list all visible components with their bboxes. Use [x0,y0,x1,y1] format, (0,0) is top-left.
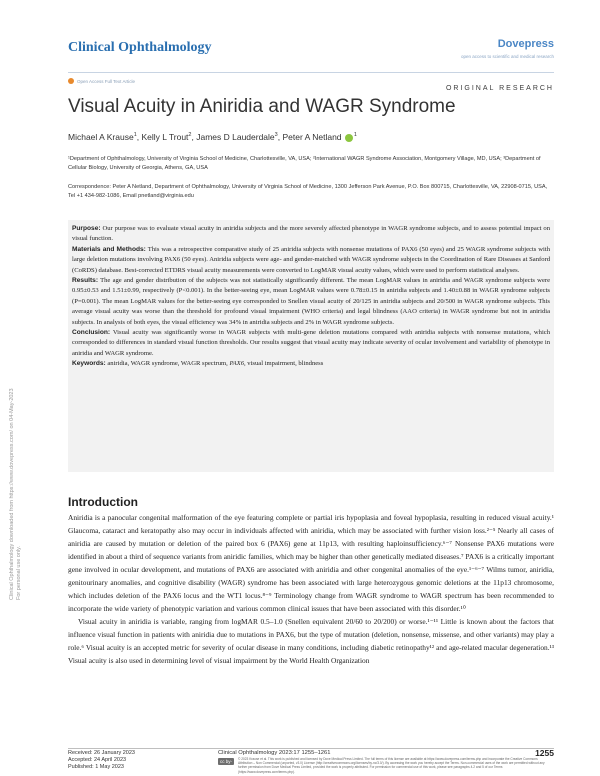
purpose-label: Purpose: [72,225,101,232]
cc-license-badge[interactable]: cc by-nc [219,759,232,771]
abstract [72,224,550,370]
author-name[interactable]: James D Lauderdale [196,132,275,142]
open-access-icon [68,78,74,84]
results-text: The age and gender distribution of the subjects was not statistically significantly different. The mean LogMAR values in aniridia and WAGR syndrome subjects were 0.95±0.53 and 1.51±0.99, respectively (P<0.001). In the better-seeing eye, mean LogMAR values were 0.78±0.15 in aniridia subjects and 1.40±0.88 in WAGR syndrome subjects (P=0.001). The mean LogMAR values for the better-seeing eye corresponded to Snellen visual acuity of 20/125 in aniridia subjects and 20/500 in WAGR syndrome subjects. This average visual acuity was worse than the threshold for profound visual impairment (WHO criteria) and legal blindness (AAO criteria) in WAGR syndrome but not in aniridia subjects. In analysis of both eyes, the visual efficiency was 34% in aniridia subjects and 2% in WAGR syndrome subjects. [72,277,550,326]
affiliations: ¹Department of Ophthalmology, University of Virginia School of Medicine, Charlottesville, VA, USA; ²International WAGR Syndrome Association, Montgomery Village, MD, USA; ³Department of Cellular Biology, University of Georgia, Athens, GA, USA [68,156,541,171]
download-note [9,180,22,600]
published-date: Published: 1 May 2023 [68,763,124,770]
author-name[interactable]: Kelly L Trout [141,132,189,142]
conclusion-text: Visual acuity was significantly worse in WAGR subjects with multi-gene deletion mutations compared with aniridia subjects with nonsense mutations, which corresponded to differences in standard visual function thresholds. Our results suggest that visual acuity may indicate severity of ocular involvement and variability of phenotype in aniridia and WAGR syndrome. [72,329,551,357]
citation: Clinical Ophthalmology 2023:17 1255–1261 [218,750,331,756]
accepted-date: Accepted: 24 April 2023 [68,756,127,763]
received-date: Received: 26 January 2023 [68,750,135,756]
author-aff: 3 [274,132,278,139]
download-note-line2: For personal use only. [16,545,22,600]
author-list: Michael A Krause$^1$, Kelly L Trout$^2$, James D Lauderdale$^3$, Peter A Netland $^1$ [68,132,357,142]
introduction-heading: Introduction [68,495,138,509]
header-divider [68,72,554,73]
publisher-tagline: open access to scientific and medical research [460,54,554,59]
article-dates [68,750,135,770]
download-note-line1: Clinical Ophthalmology downloaded from https://www.dovepress.com/ on 04-May-2023 [9,388,15,600]
keywords-label: Keywords: [72,360,106,368]
conclusion-label: Conclusion: [72,329,111,337]
author-aff: 1 [353,132,357,139]
methods-label: Materials and Methods: [72,245,146,253]
correspondence: Correspondence: Peter A Netland, Department of Ophthalmology, University of Virginia School of Medicine, 1300 Jefferson Park Avenue, P.O. Box 800715, Charlottesville, VA, 22908-0715, USA, Tel +1 434-982-1086, Email pnetland@virginia.edu [68,184,548,199]
author-aff: 1 [133,132,137,139]
results-label: Results: [72,277,99,285]
purpose-text: Our purpose was to evaluate visual acuity in aniridia subjects and the more severely affected phenotype in WAGR syndrome subjects, and to assess potential impact on visual function. [72,225,551,243]
keywords-gene: PAX6 [229,360,244,368]
license-text: © 2023 Krause et al. This work is published and licensed by Dove Medical Press Limited. The full terms of this license are available at https://www.dovepress.com/terms.php and incorporate the Creative Commons Attribution – Non Commercial (unported, v3.0) License (http://creativecommons.org/licenses/by-nc/3.0/). By accessing the work you hereby accept the Terms. Non-commercial uses of the work are permitted without any further permission from Dove Medical Press Limited, provided the work is properly attributed. For permission for commercial use of this work, please see paragraphs 4.2 and 5 of our Terms (https://www.dovepress.com/terms.php). [238,757,545,774]
author-aff: 2 [188,132,192,139]
introduction-body [68,511,554,667]
publisher-logo[interactable]: Dovepress [497,38,554,50]
footer-divider [68,748,554,749]
section-type: ORIGINAL RESEARCH [445,85,554,92]
intro-paragraph-1: Aniridia is a panocular congenital malformation of the eye featuring complete or partial iris hypoplasia and foveal hypoplasia, resulting in reduced visual acuity.¹ Glaucoma, cataract and keratopathy also may occur in individuals affected with aniridia, which may be associated with further vision loss.²⁻⁵ Nearly all cases of aniridia are caused by mutation or deletion of the paired box 6 (PAX6) gene at 11p13, with resulting haploinsufficiency.⁶⁻⁷ Nonsense PAX6 mutations were identified in about a third of sequence variants from aniridic families, which may be higher than other genetically mediated diseases.⁷ PAX6 is a critically important gene involved in ocular development, and mutations of PAX6 are associated with aniridia and other congenital anomalies of the eye.¹⁻⁶⁻⁷ Wilms tumor, aniridia, genitourinary anomalies, and cognitive disability (WAGR) syndrome has been associated with large heterozygous genomic deletions at the 11p13 chromosome, which includes deletion of the PAX6 locus and the WT1 locus.⁸⁻⁹ Terminology change from WAGR syndrome to WAGR spectrum has been recommended to incorporate the wide variety of phenotypic variation and various common clinical issues that have been associated with this disorder.¹⁰ [68,513,554,613]
methods-text: This was a retrospective comparative study of 25 aniridia subjects with nonsense mutations of PAX6 (50 eyes) and 25 WAGR syndrome subjects with large deletion mutations involving PAX6 (50 eyes). Aniridia subjects were age- and gender-matched with WAGR syndrome subjects in the Coordination of Rare Diseases at Sanford (CoRDS) database. Best-corrected ETDRS visual acuity measurements were converted to LogMAR visual acuity values, which were used to perform statistical analyses. [72,245,551,274]
keywords-text: aniridia, WAGR syndrome, WAGR spectrum, [107,360,230,368]
intro-paragraph-2: Visual acuity in aniridia is variable, ranging from logMAR 0.5–1.0 (Snellen equivalent 20/60 to 20/200) or worse.¹⁻¹¹ Little is known about the factors that influence visual function in patients with aniridia due to mutations in PAX6, but the type of mutation (deletion, nonsense, missense, and other variants) may play a role.⁶ Visual acuity is an accepted metric for severity of ocular disease in many conditions, including diabetic retinopathy¹² and age-related macular degeneration.¹³ Visual acuity is also used in determining level of visual impairment by the World Health Organization [68,617,554,665]
author-name[interactable]: Peter A Netland [282,132,342,142]
page-number: 1255 [535,748,554,758]
open-access-label [68,78,135,84]
journal-name: Clinical Ophthalmology [68,40,212,55]
article-title: Visual Acuity in Aniridia and WAGR Syndrome [68,96,456,117]
open-access-text: Open Access Full Text Article [77,78,135,84]
orcid-icon[interactable] [345,134,353,142]
author-name[interactable]: Michael A Krause [68,132,134,142]
keywords-text-end: , visual impairment, blindness [244,360,324,368]
